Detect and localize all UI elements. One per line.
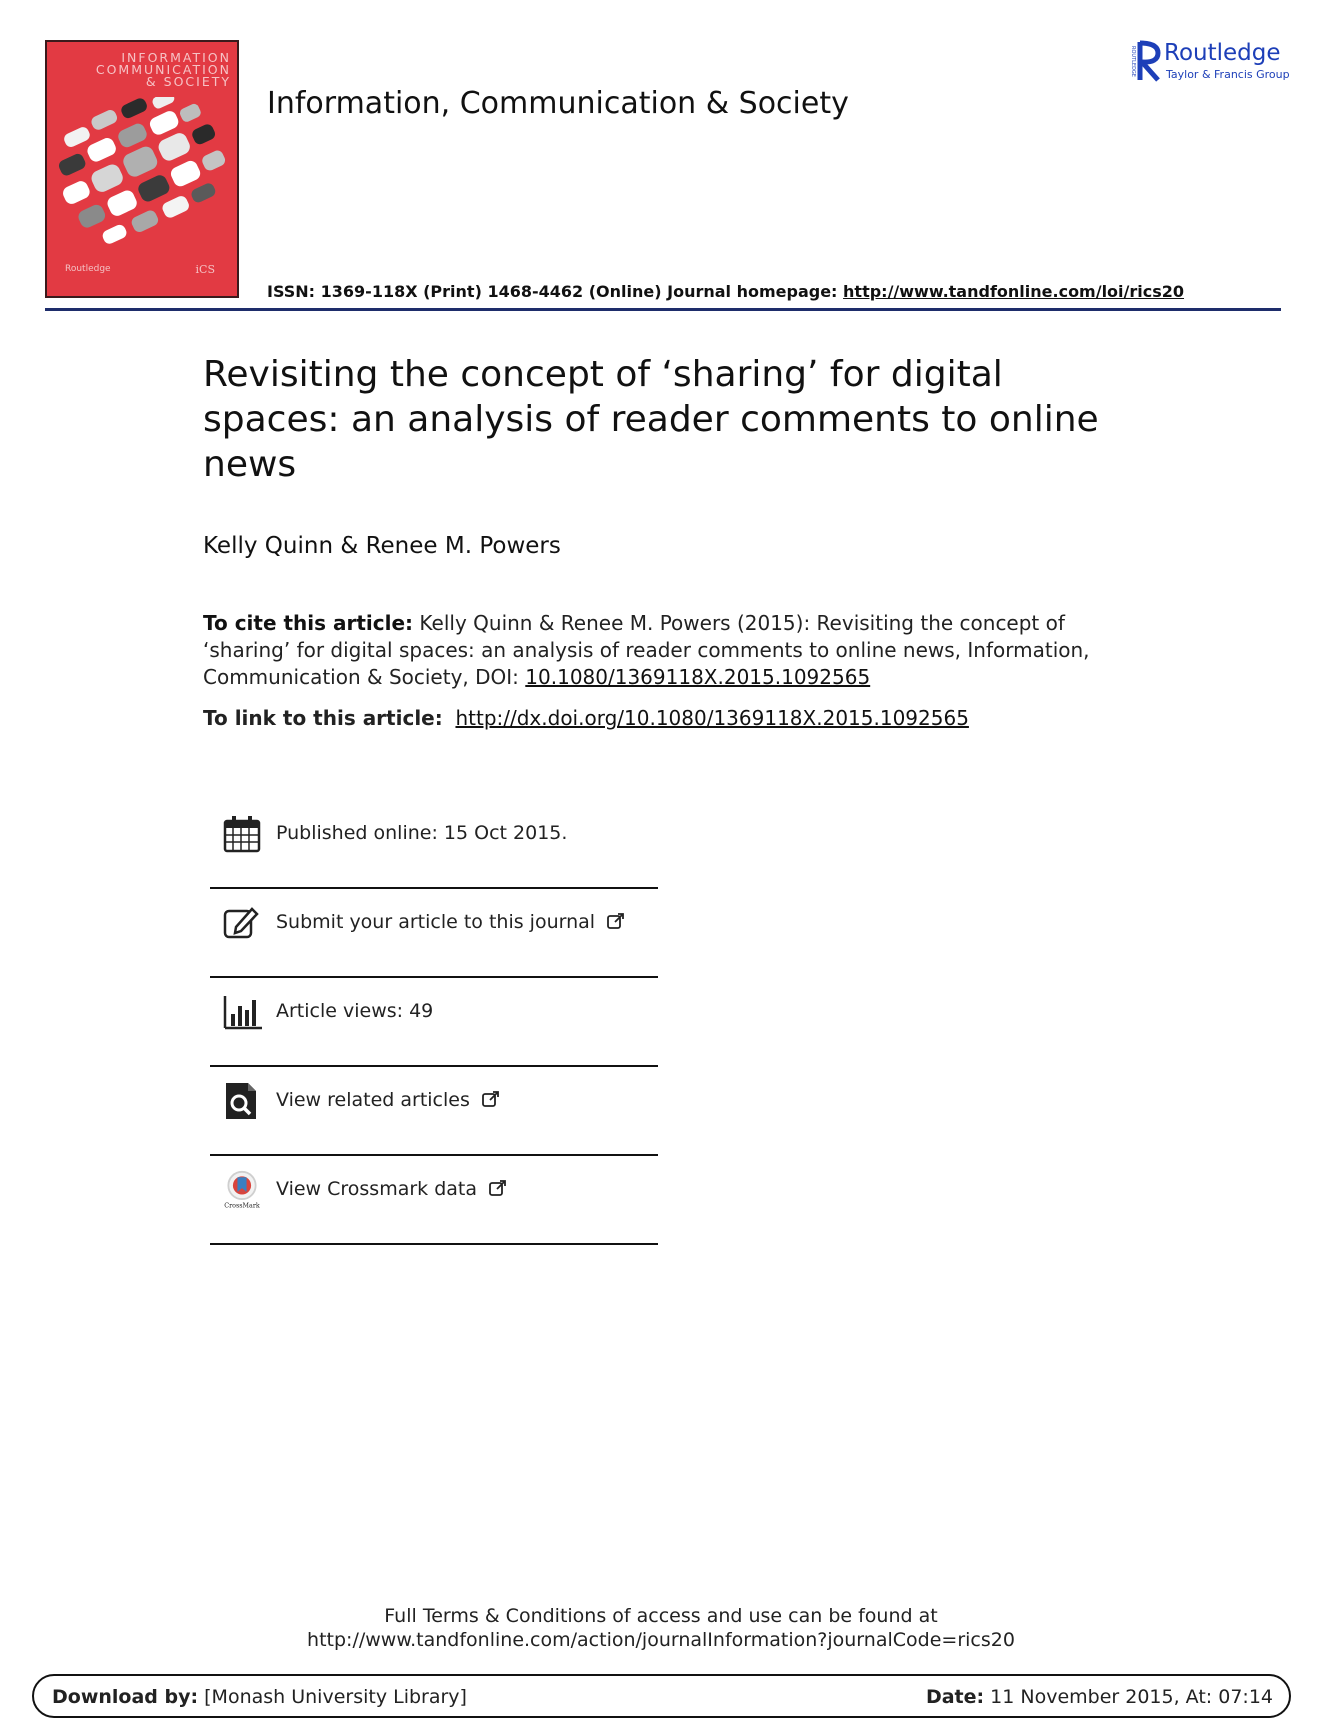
submit-label[interactable]: Submit your article to this journal [276,911,596,933]
bar-chart-icon [222,992,262,1032]
cover-pattern-graphic [55,97,233,247]
terms-and-conditions [0,1604,1322,1652]
download-label: Download by: [52,1686,199,1708]
search-document-icon [222,1081,262,1121]
cover-ics-mark: iCS [195,263,215,276]
views-row [210,978,658,1067]
crossmark-row[interactable] [210,1156,658,1245]
journal-homepage-link[interactable]: http://www.tandfonline.com/loi/rics20 [843,282,1185,301]
article-title: Revisiting the concept of ‘sharing’ for digital spaces: an analysis of reader comments to online news [203,354,1099,485]
crossmark-icon [222,1170,262,1210]
article-url-link[interactable]: http://dx.doi.org/10.1080/1369118X.2015.1092565 [455,706,969,730]
edit-icon [222,903,262,943]
link-label: To link to this article: [203,706,443,730]
header-divider [45,308,1281,311]
date-value: 11 November 2015, At: 07:14 [990,1686,1273,1708]
crossmark-logo-text: CrossMark [224,1202,260,1210]
article-link-line [203,706,969,730]
date-label: Date: [925,1686,985,1708]
external-link-icon [607,912,625,930]
download-info-bar [32,1674,1291,1718]
article-views: Article views: 49 [276,1000,434,1022]
journal-title: Information, Communication & Society [267,86,849,121]
terms-url[interactable]: http://www.tandfonline.com/action/journalInformation?journalCode=rics20 [307,1629,1015,1651]
crossmark-label[interactable]: View Crossmark data [276,1178,478,1200]
terms-line-1: Full Terms & Conditions of access and use can be found at [384,1605,938,1627]
published-row [210,800,658,889]
related-label[interactable]: View related articles [276,1089,470,1111]
publisher-subtitle: Taylor & Francis Group [1166,68,1290,81]
citation-block [203,610,1103,691]
related-articles-link[interactable] [276,1089,500,1111]
download-institution: [Monash University Library] [204,1686,467,1708]
download-by [52,1686,467,1708]
cover-title: INFORMATION COMMUNICATION & SOCIETY [95,50,231,89]
download-date [926,1686,1273,1708]
submit-article-link[interactable] [276,911,625,933]
published-date: Published online: 15 Oct 2015. [276,822,568,844]
external-link-icon [482,1090,500,1108]
related-row[interactable] [210,1067,658,1156]
calendar-icon [222,814,262,854]
publisher-logo [1128,38,1288,88]
cite-label: To cite this article: [203,611,414,635]
doi-link[interactable]: 10.1080/1369118X.2015.1092565 [525,665,871,689]
issn-text: ISSN: 1369-118X (Print) 1468-4462 (Online) Journal homepage: [267,282,838,301]
article-authors: Kelly Quinn & Renee M. Powers [203,533,561,559]
cite-text: Kelly Quinn & Renee M. Powers (2015): Revisiting the concept of ‘sharing’ for digital spaces: an analysis of reader comments to online news, Information, Communication & Society, DOI: [203,611,1090,689]
issn-line [267,282,1184,301]
journal-cover [45,40,239,298]
publisher-vertical-text: ROUTLEDGE [1130,46,1136,77]
article-info-list [210,800,658,1245]
cover-publisher-mark: Routledge [65,264,111,274]
publisher-name: Routledge [1164,40,1281,66]
submit-row[interactable] [210,889,658,978]
routledge-r-icon [1128,38,1162,84]
external-link-icon [489,1179,507,1197]
crossmark-link[interactable] [276,1178,507,1200]
